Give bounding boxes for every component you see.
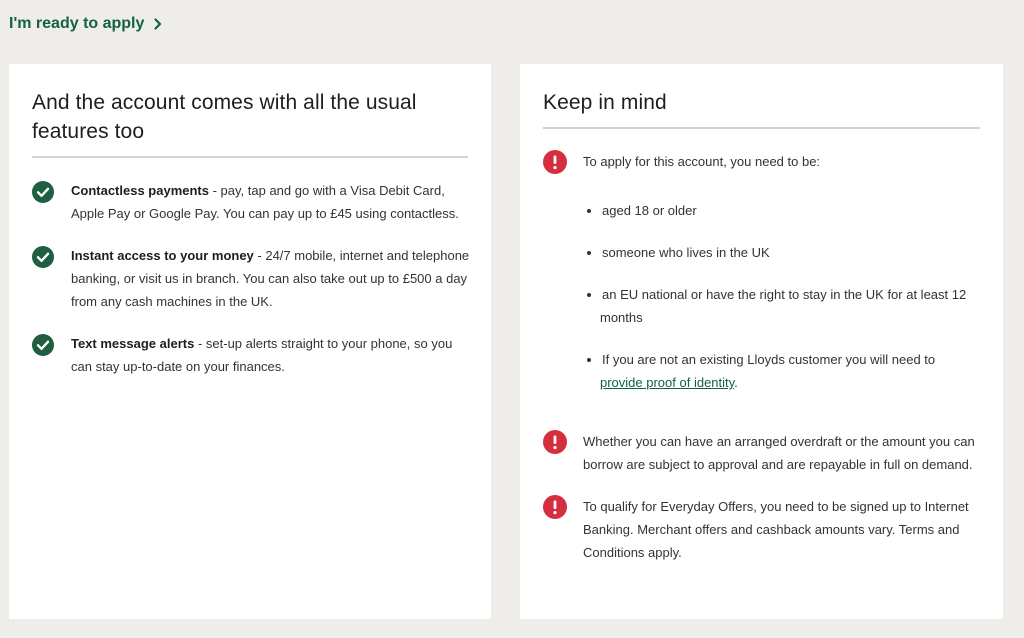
chevron-right-icon bbox=[154, 18, 162, 30]
exclamation-circle-icon bbox=[543, 430, 567, 454]
list-item-text: someone who lives in the UK bbox=[602, 245, 770, 260]
identity-text: If you are not an existing Lloyds customer you will need to bbox=[602, 352, 936, 367]
feature-heading: Contactless payments bbox=[71, 183, 209, 198]
feature-text bbox=[71, 179, 472, 225]
feature-heading: Instant access to your money bbox=[71, 248, 254, 263]
feature-description: - pay, tap and go with a Visa Debit Card, Apple Pay or Google Pay. You can pay up to £45 using contactless. bbox=[71, 183, 459, 221]
overdraft-text: Whether you can have an arranged overdraft or the amount you can borrow are subject to approval and are repayable in full on demand. bbox=[583, 434, 975, 472]
feature-item-text-alerts bbox=[32, 332, 472, 378]
list-item-text bbox=[582, 348, 977, 394]
overdraft-notice bbox=[543, 430, 983, 476]
feature-item-instant-access bbox=[32, 244, 472, 313]
keep-in-mind-divider bbox=[543, 127, 980, 129]
bullet-dot bbox=[587, 209, 591, 213]
offers-text: To qualify for Everyday Offers, you need to be signed up to Internet Banking. Merchant offers and cashback amounts vary. Terms and Conditions apply. bbox=[583, 499, 969, 560]
offers-notice bbox=[543, 495, 983, 564]
eligibility-intro: To apply for this account, you need to be: bbox=[583, 154, 821, 169]
exclamation-circle-icon bbox=[543, 495, 567, 519]
bullet-dot bbox=[587, 358, 591, 362]
list-item-text: aged 18 or older bbox=[602, 203, 697, 218]
feature-text bbox=[71, 244, 472, 313]
proof-of-identity-link[interactable]: provide proof of identity bbox=[600, 375, 735, 390]
feature-description: - 24/7 mobile, internet and telephone banking, or visit us in branch. You can also take out up to £500 a day from any cash machines in the UK. bbox=[71, 248, 470, 309]
feature-description: - set-up alerts straight to your phone, so you can stay up-to-date on your finances. bbox=[71, 336, 453, 374]
feature-text bbox=[71, 332, 472, 378]
check-circle-icon bbox=[32, 246, 54, 268]
keep-in-mind-card bbox=[520, 64, 1003, 619]
features-divider bbox=[32, 156, 468, 158]
bullet-dot bbox=[587, 251, 591, 255]
features-title: And the account comes with all the usual features too bbox=[32, 91, 417, 143]
check-circle-icon bbox=[32, 334, 54, 356]
list-item-text: an EU national or have the right to stay in the UK for at least 12 months bbox=[600, 287, 967, 325]
list-item bbox=[582, 348, 977, 394]
list-item bbox=[582, 241, 977, 264]
eligibility-notice bbox=[543, 150, 983, 174]
features-card bbox=[9, 64, 491, 619]
check-circle-icon bbox=[32, 181, 54, 203]
exclamation-circle-icon bbox=[543, 150, 567, 174]
list-item bbox=[582, 199, 977, 222]
feature-heading: Text message alerts bbox=[71, 336, 195, 351]
feature-item-contactless bbox=[32, 179, 472, 225]
identity-end: . bbox=[734, 375, 738, 390]
ready-to-apply-link[interactable] bbox=[9, 12, 162, 36]
list-item bbox=[582, 283, 977, 329]
keep-in-mind-title: Keep in mind bbox=[543, 91, 667, 114]
ready-to-apply-label: I'm ready to apply bbox=[9, 15, 145, 32]
bullet-dot bbox=[587, 293, 591, 297]
